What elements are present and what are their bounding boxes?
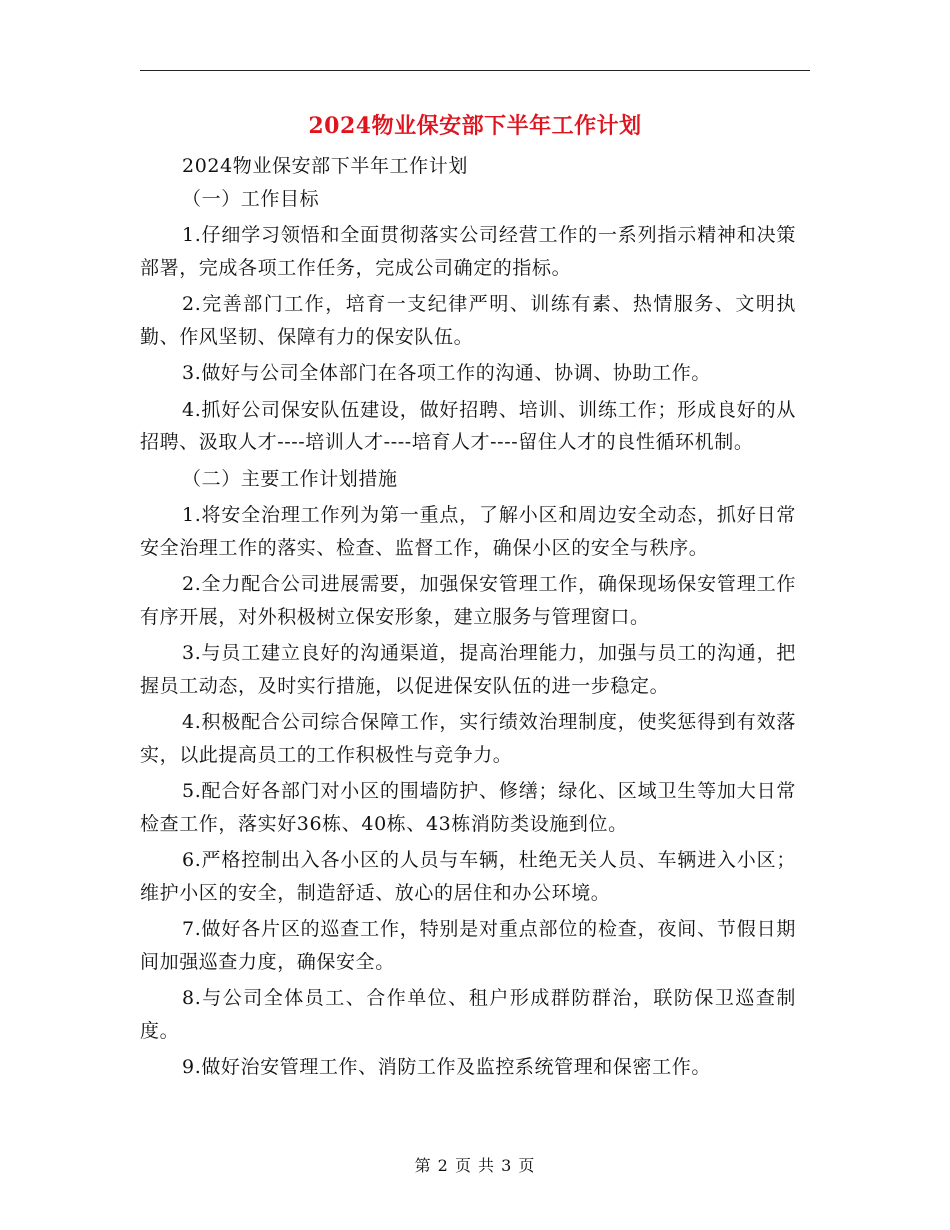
- section-heading-measures: （二）主要工作计划措施: [182, 467, 398, 490]
- measure-paragraph: 6.严格控制出入各小区的人员与车辆，杜绝无关人员、车辆进入小区；维护小区的安全，制造舒适、放心的居住和办公环境。: [140, 849, 796, 904]
- goal-paragraph: 4.抓好公司保安队伍建设，做好招聘、培训、训练工作；形成良好的从招聘、汲取人才----培训人才----培育人才----留住人才的良性循环机制。: [140, 398, 796, 453]
- page-number-label: 第 2 页 共 3 页: [414, 1156, 536, 1175]
- measure-paragraph: 7.做好各片区的巡查工作，特别是对重点部位的检查，夜间、节假日期间加强巡查力度，确保安全。: [140, 918, 796, 973]
- measure-paragraph: 9.做好治安管理工作、消防工作及监控系统管理和保密工作。: [182, 1056, 711, 1078]
- measure-paragraph: 3.与员工建立良好的沟通渠道，提高治理能力，加强与员工的沟通，把握员工动态，及时实行措施，以促进保安队伍的进一步稳定。: [140, 642, 796, 697]
- section-heading-goals: （一）工作目标: [182, 187, 320, 210]
- subtitle-line: 2024物业保安部下半年工作计划: [182, 155, 468, 177]
- measure-paragraph: 5.配合好各部门对小区的围墙防护、修缮；绿化、区域卫生等加大日常检查工作，落实好36栋、40栋、43栋消防类设施到位。: [140, 780, 796, 835]
- measure-paragraph: 8.与公司全体员工、合作单位、租户形成群防群治，联防保卫巡查制度。: [140, 987, 796, 1042]
- measure-paragraph: 2.全力配合公司进展需要，加强保安管理工作，确保现场保安管理工作有序开展，对外积极树立保安形象，建立服务与管理窗口。: [140, 573, 796, 628]
- measure-paragraph: 4.积极配合公司综合保障工作，实行绩效治理制度，使奖惩得到有效落实，以此提高员工的工作积极性与竞争力。: [140, 711, 796, 766]
- document-body: [140, 150, 796, 1084]
- goal-paragraph: 2.完善部门工作，培育一支纪律严明、训练有素、热情服务、文明执勤、作风坚韧、保障有力的保安队伍。: [140, 293, 796, 348]
- goal-paragraph: 3.做好与公司全体部门在各项工作的沟通、协调、协助工作。: [182, 362, 711, 384]
- header-rule: [140, 70, 810, 71]
- page-footer: [0, 1153, 950, 1176]
- goal-paragraph: 1.仔细学习领悟和全面贯彻落实公司经营工作的一系列指示精神和决策部署，完成各项工作任务，完成公司确定的指标。: [140, 224, 796, 279]
- measure-paragraph: 1.将安全治理工作列为第一重点，了解小区和周边安全动态，抓好日常安全治理工作的落实、检查、监督工作，确保小区的安全与秩序。: [140, 504, 796, 559]
- document-title: 2024物业保安部下半年工作计划: [308, 113, 642, 139]
